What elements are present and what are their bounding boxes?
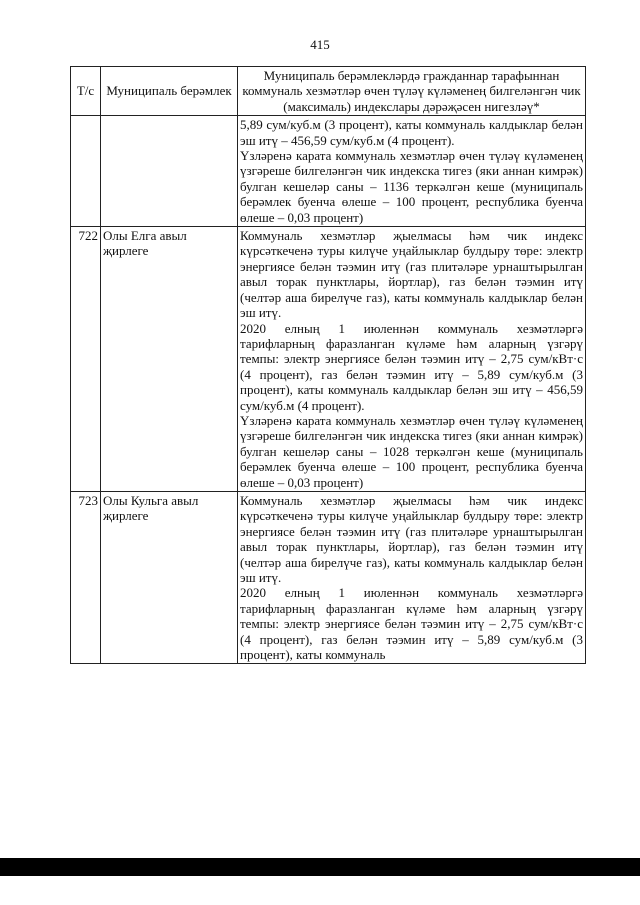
table-row <box>71 491 586 663</box>
row-municipality <box>101 116 238 227</box>
row-paragraph: Коммуналь хезмәтләр җыелмасы һәм чик индекс күрсәткеченә туры килүче уңайлыклар булдыру төре: электр энергиясе белән тәэмин итү (газ плитәләре урнаштырылган авыл торак пунктлары, йортлар), газ белән тәэмин итү (челтәр аша бирелүче газ), каты коммуналь калдыклар белән эш итү. <box>240 492 583 585</box>
row-municipality: Олы Елга авыл җирлеге <box>101 227 238 492</box>
indices-table <box>70 66 586 664</box>
row-paragraph: 2020 елның 1 июленнән коммуналь хезмәтләргә тарифларның фаразланган күләме һәм аларның үзгәрү темпы: электр энергиясе белән тәэмин итү – 2,75 сум/кВт·с (4 процент), газ белән тәэмин итү – 5,89 сум/куб.м (3 процент), каты коммуналь калдыклар белән эш итү – 456,59 сум/куб.м (4 процент). <box>240 320 583 413</box>
header-municipality: Муниципаль берәмлек <box>101 67 238 116</box>
row-number: 722 <box>71 227 101 492</box>
row-paragraph: 5,89 сум/куб.м (3 процент), каты коммуналь калдыклар белән эш итү – 456,59 сум/куб.м (4 процент). <box>240 117 583 148</box>
row-paragraph: Үзләренә карата коммуналь хезмәтләр өчен түләү күләменең үзгәреше билгеләнгән чик индекска тигез (яки аннан кимрәк) булган кешеләр саны – 1136 теркәлгән кеше (муниципаль берәмлек буенча өлеше – 100 процент, республика буенча өлеше – 0,03 процент) <box>240 148 583 225</box>
row-paragraph: 2020 елның 1 июленнән коммуналь хезмәтләргә тарифларның фаразланган күләме һәм аларның үзгәрү темпы: электр энергиясе белән тәэмин итү – 2,75 сум/кВт·с (4 процент), газ белән тәэмин итү – 5,89 сум/куб.м (3 процент), каты коммуналь <box>240 585 583 663</box>
table-row <box>71 116 586 227</box>
row-text <box>238 116 586 227</box>
header-indices: Муниципаль берәмлекләрдә гражданнар тарафыннан коммуналь хезмәтләр өчен түләү күләменең билгеләнгән чик (максималь) индекслары дәрәҗәсен нигезләү* <box>238 67 586 116</box>
scan-edge-bar <box>0 858 640 876</box>
page-number: 415 <box>310 37 330 52</box>
table-row <box>71 227 586 492</box>
header-num: Т/с <box>71 67 101 116</box>
row-number <box>71 116 101 227</box>
row-text <box>238 491 586 663</box>
row-paragraph: Үзләренә карата коммуналь хезмәтләр өчен түләү күләменең үзгәреше билгеләнгән чик индекска тигез (яки аннан кимрәк) булган кешеләр саны – 1028 теркәлгән кеше (муниципаль берәмлек буенча өлеше – 100 процент, республика буенча өлеше – 0,03 процент) <box>240 412 583 490</box>
row-municipality: Олы Кульга авыл җирлеге <box>101 491 238 663</box>
row-number: 723 <box>71 491 101 663</box>
row-text <box>238 227 586 492</box>
row-paragraph: Коммуналь хезмәтләр җыелмасы һәм чик индекс күрсәткеченә туры килүче уңайлыклар булдыру төре: электр энергиясе белән тәэмин итү (газ плитәләре урнаштырылган авыл торак пунктлары, йортлар), газ белән тәэмин итү (челтәр аша бирелүче газ), каты коммуналь калдыклар белән эш итү. <box>240 228 583 321</box>
table-header-row <box>71 67 586 116</box>
